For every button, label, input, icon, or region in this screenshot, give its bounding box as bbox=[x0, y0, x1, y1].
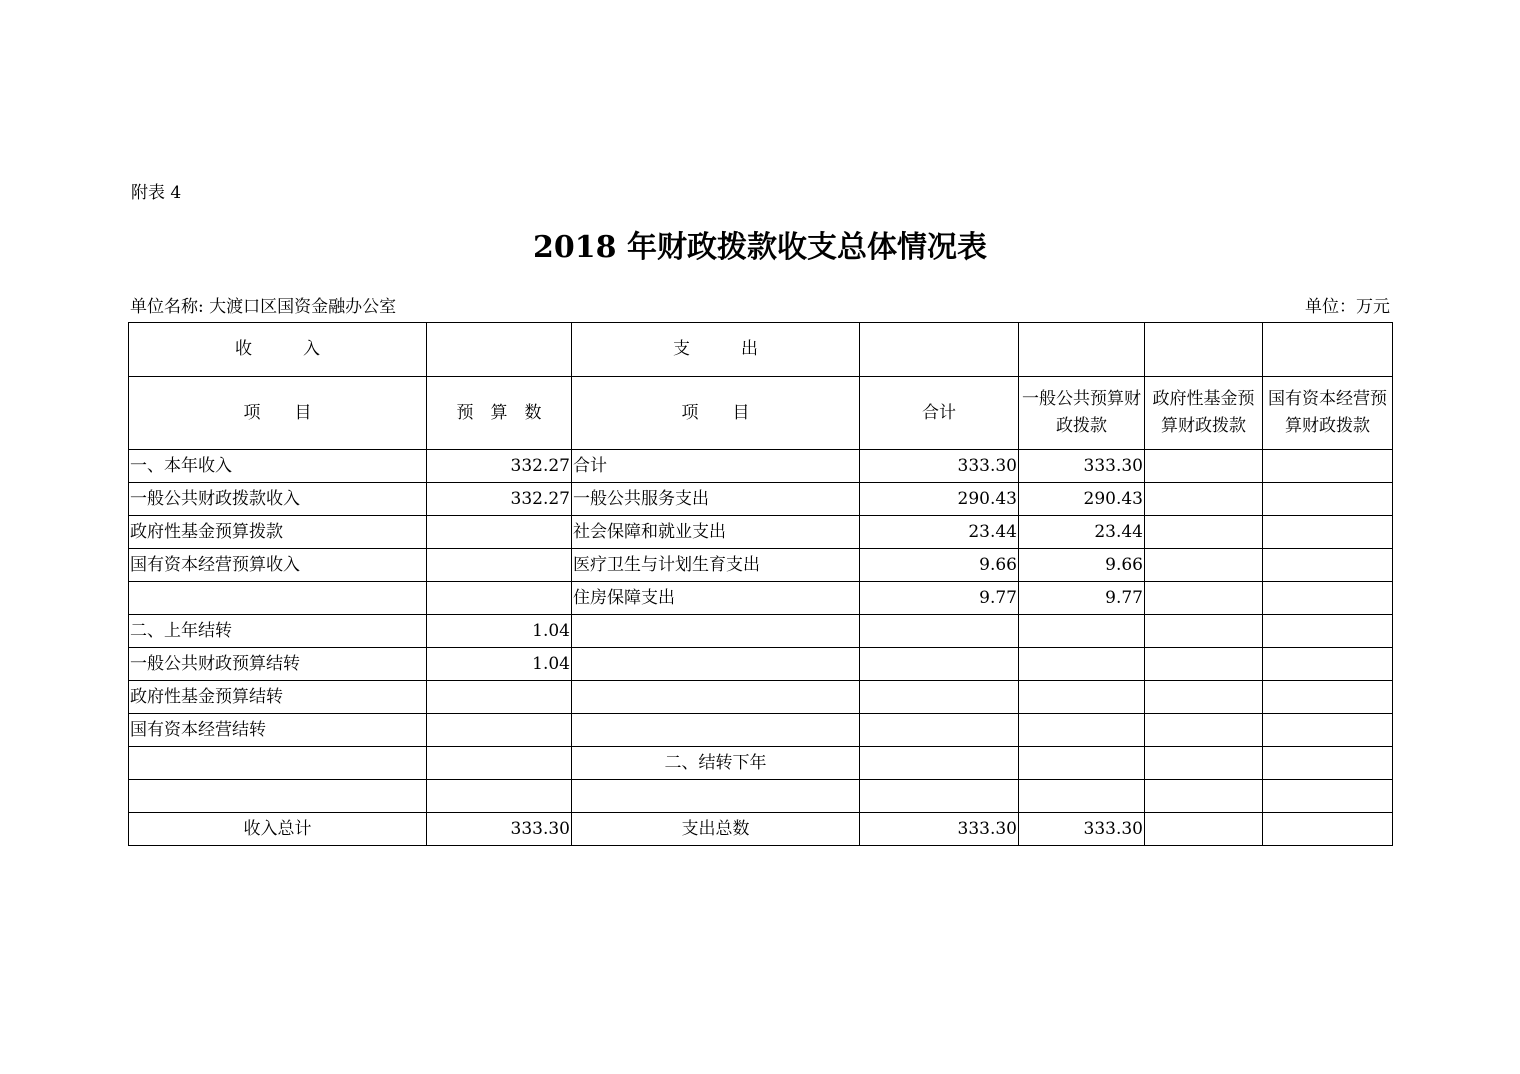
expense-total-cell bbox=[860, 615, 1019, 648]
col-header-income-item: 项 目 bbox=[129, 377, 427, 450]
general-budget-cell bbox=[1019, 780, 1145, 813]
table-row bbox=[129, 582, 1393, 615]
general-budget-cell bbox=[1019, 648, 1145, 681]
income-item-cell: 国有资本经营结转 bbox=[129, 714, 427, 747]
fund-budget-cell bbox=[1145, 648, 1263, 681]
fund-budget-cell bbox=[1145, 747, 1263, 780]
table-row bbox=[129, 516, 1393, 549]
general-budget-cell: 23.44 bbox=[1019, 516, 1145, 549]
capital-budget-cell bbox=[1263, 483, 1393, 516]
fund-budget-cell bbox=[1145, 615, 1263, 648]
col-header-budget: 预 算 数 bbox=[427, 377, 572, 450]
table-row bbox=[129, 747, 1393, 780]
general-budget-cell bbox=[1019, 747, 1145, 780]
capital-budget-cell bbox=[1263, 450, 1393, 483]
expense-item-cell bbox=[572, 714, 860, 747]
income-item-cell: 收入总计 bbox=[129, 813, 427, 846]
expense-item-cell: 二、结转下年 bbox=[572, 747, 860, 780]
table-row bbox=[129, 549, 1393, 582]
expense-total-cell bbox=[860, 648, 1019, 681]
expense-total-cell bbox=[860, 747, 1019, 780]
income-item-cell: 二、上年结转 bbox=[129, 615, 427, 648]
capital-budget-cell bbox=[1263, 648, 1393, 681]
income-budget-cell: 333.30 bbox=[427, 813, 572, 846]
expense-total-cell: 23.44 bbox=[860, 516, 1019, 549]
income-item-cell bbox=[129, 582, 427, 615]
income-budget-cell bbox=[427, 681, 572, 714]
expense-item-cell: 支出总数 bbox=[572, 813, 860, 846]
capital-budget-cell bbox=[1263, 813, 1393, 846]
income-budget-cell: 332.27 bbox=[427, 483, 572, 516]
expense-total-cell bbox=[860, 714, 1019, 747]
expense-item-cell bbox=[572, 681, 860, 714]
expense-header: 支 出 bbox=[572, 323, 860, 377]
expense-total-cell: 9.66 bbox=[860, 549, 1019, 582]
general-budget-cell bbox=[1019, 714, 1145, 747]
fund-budget-cell bbox=[1145, 549, 1263, 582]
income-item-cell: 政府性基金预算结转 bbox=[129, 681, 427, 714]
fund-budget-cell bbox=[1145, 780, 1263, 813]
col-header-total: 合计 bbox=[860, 377, 1019, 450]
income-item-cell: 国有资本经营预算收入 bbox=[129, 549, 427, 582]
col-header-expense-item: 项 目 bbox=[572, 377, 860, 450]
fund-budget-cell bbox=[1145, 813, 1263, 846]
total-row bbox=[129, 813, 1393, 846]
income-budget-cell bbox=[427, 780, 572, 813]
income-budget-cell bbox=[427, 582, 572, 615]
table-row bbox=[129, 483, 1393, 516]
capital-budget-cell bbox=[1263, 549, 1393, 582]
capital-budget-cell bbox=[1263, 516, 1393, 549]
empty-cell bbox=[1145, 323, 1263, 377]
income-budget-cell: 1.04 bbox=[427, 648, 572, 681]
table-row bbox=[129, 681, 1393, 714]
empty-cell bbox=[860, 323, 1019, 377]
general-budget-cell: 9.66 bbox=[1019, 549, 1145, 582]
general-budget-cell: 333.30 bbox=[1019, 450, 1145, 483]
capital-budget-cell bbox=[1263, 615, 1393, 648]
attachment-label: 附表 4 bbox=[131, 183, 182, 203]
section-header-row bbox=[129, 323, 1393, 377]
fund-budget-cell bbox=[1145, 450, 1263, 483]
expense-item-cell bbox=[572, 780, 860, 813]
currency-unit: 单位：万元 bbox=[1305, 297, 1390, 317]
expense-item-cell: 合计 bbox=[572, 450, 860, 483]
page-title: 2018 年财政拨款收支总体情况表 bbox=[533, 230, 987, 265]
expense-item-cell: 医疗卫生与计划生育支出 bbox=[572, 549, 860, 582]
income-budget-cell: 1.04 bbox=[427, 615, 572, 648]
expense-total-cell: 290.43 bbox=[860, 483, 1019, 516]
income-item-cell bbox=[129, 780, 427, 813]
fund-budget-cell bbox=[1145, 714, 1263, 747]
col-header-fund-budget: 政府性基金预算财政拨款 bbox=[1145, 377, 1263, 450]
table-row bbox=[129, 714, 1393, 747]
general-budget-cell: 9.77 bbox=[1019, 582, 1145, 615]
capital-budget-cell bbox=[1263, 681, 1393, 714]
expense-item-cell: 住房保障支出 bbox=[572, 582, 860, 615]
expense-total-cell: 333.30 bbox=[860, 450, 1019, 483]
fund-budget-cell bbox=[1145, 582, 1263, 615]
capital-budget-cell bbox=[1263, 582, 1393, 615]
income-budget-cell bbox=[427, 549, 572, 582]
column-header-row bbox=[129, 377, 1393, 450]
general-budget-cell bbox=[1019, 615, 1145, 648]
expense-total-cell bbox=[860, 780, 1019, 813]
table-row bbox=[129, 615, 1393, 648]
expense-total-cell: 9.77 bbox=[860, 582, 1019, 615]
income-budget-cell bbox=[427, 714, 572, 747]
capital-budget-cell bbox=[1263, 714, 1393, 747]
expense-item-cell: 一般公共服务支出 bbox=[572, 483, 860, 516]
col-header-general-budget: 一般公共预算财政拨款 bbox=[1019, 377, 1145, 450]
income-budget-cell: 332.27 bbox=[427, 450, 572, 483]
income-item-cell: 一般公共财政拨款收入 bbox=[129, 483, 427, 516]
empty-cell bbox=[427, 323, 572, 377]
capital-budget-cell bbox=[1263, 780, 1393, 813]
income-header: 收 入 bbox=[129, 323, 427, 377]
general-budget-cell bbox=[1019, 681, 1145, 714]
fund-budget-cell bbox=[1145, 483, 1263, 516]
income-item-cell bbox=[129, 747, 427, 780]
budget-table bbox=[128, 322, 1393, 846]
capital-budget-cell bbox=[1263, 747, 1393, 780]
col-header-capital-budget: 国有资本经营预算财政拨款 bbox=[1263, 377, 1393, 450]
expense-total-cell: 333.30 bbox=[860, 813, 1019, 846]
income-item-cell: 一、本年收入 bbox=[129, 450, 427, 483]
fund-budget-cell bbox=[1145, 681, 1263, 714]
income-budget-cell bbox=[427, 516, 572, 549]
general-budget-cell: 290.43 bbox=[1019, 483, 1145, 516]
expense-item-cell bbox=[572, 648, 860, 681]
empty-cell bbox=[1263, 323, 1393, 377]
unit-name: 单位名称: 大渡口区国资金融办公室 bbox=[130, 297, 397, 317]
table-row bbox=[129, 780, 1393, 813]
income-budget-cell bbox=[427, 747, 572, 780]
general-budget-cell: 333.30 bbox=[1019, 813, 1145, 846]
fund-budget-cell bbox=[1145, 516, 1263, 549]
table-row bbox=[129, 450, 1393, 483]
income-item-cell: 政府性基金预算拨款 bbox=[129, 516, 427, 549]
table-row bbox=[129, 648, 1393, 681]
empty-cell bbox=[1019, 323, 1145, 377]
expense-item-cell: 社会保障和就业支出 bbox=[572, 516, 860, 549]
expense-total-cell bbox=[860, 681, 1019, 714]
expense-item-cell bbox=[572, 615, 860, 648]
income-item-cell: 一般公共财政预算结转 bbox=[129, 648, 427, 681]
